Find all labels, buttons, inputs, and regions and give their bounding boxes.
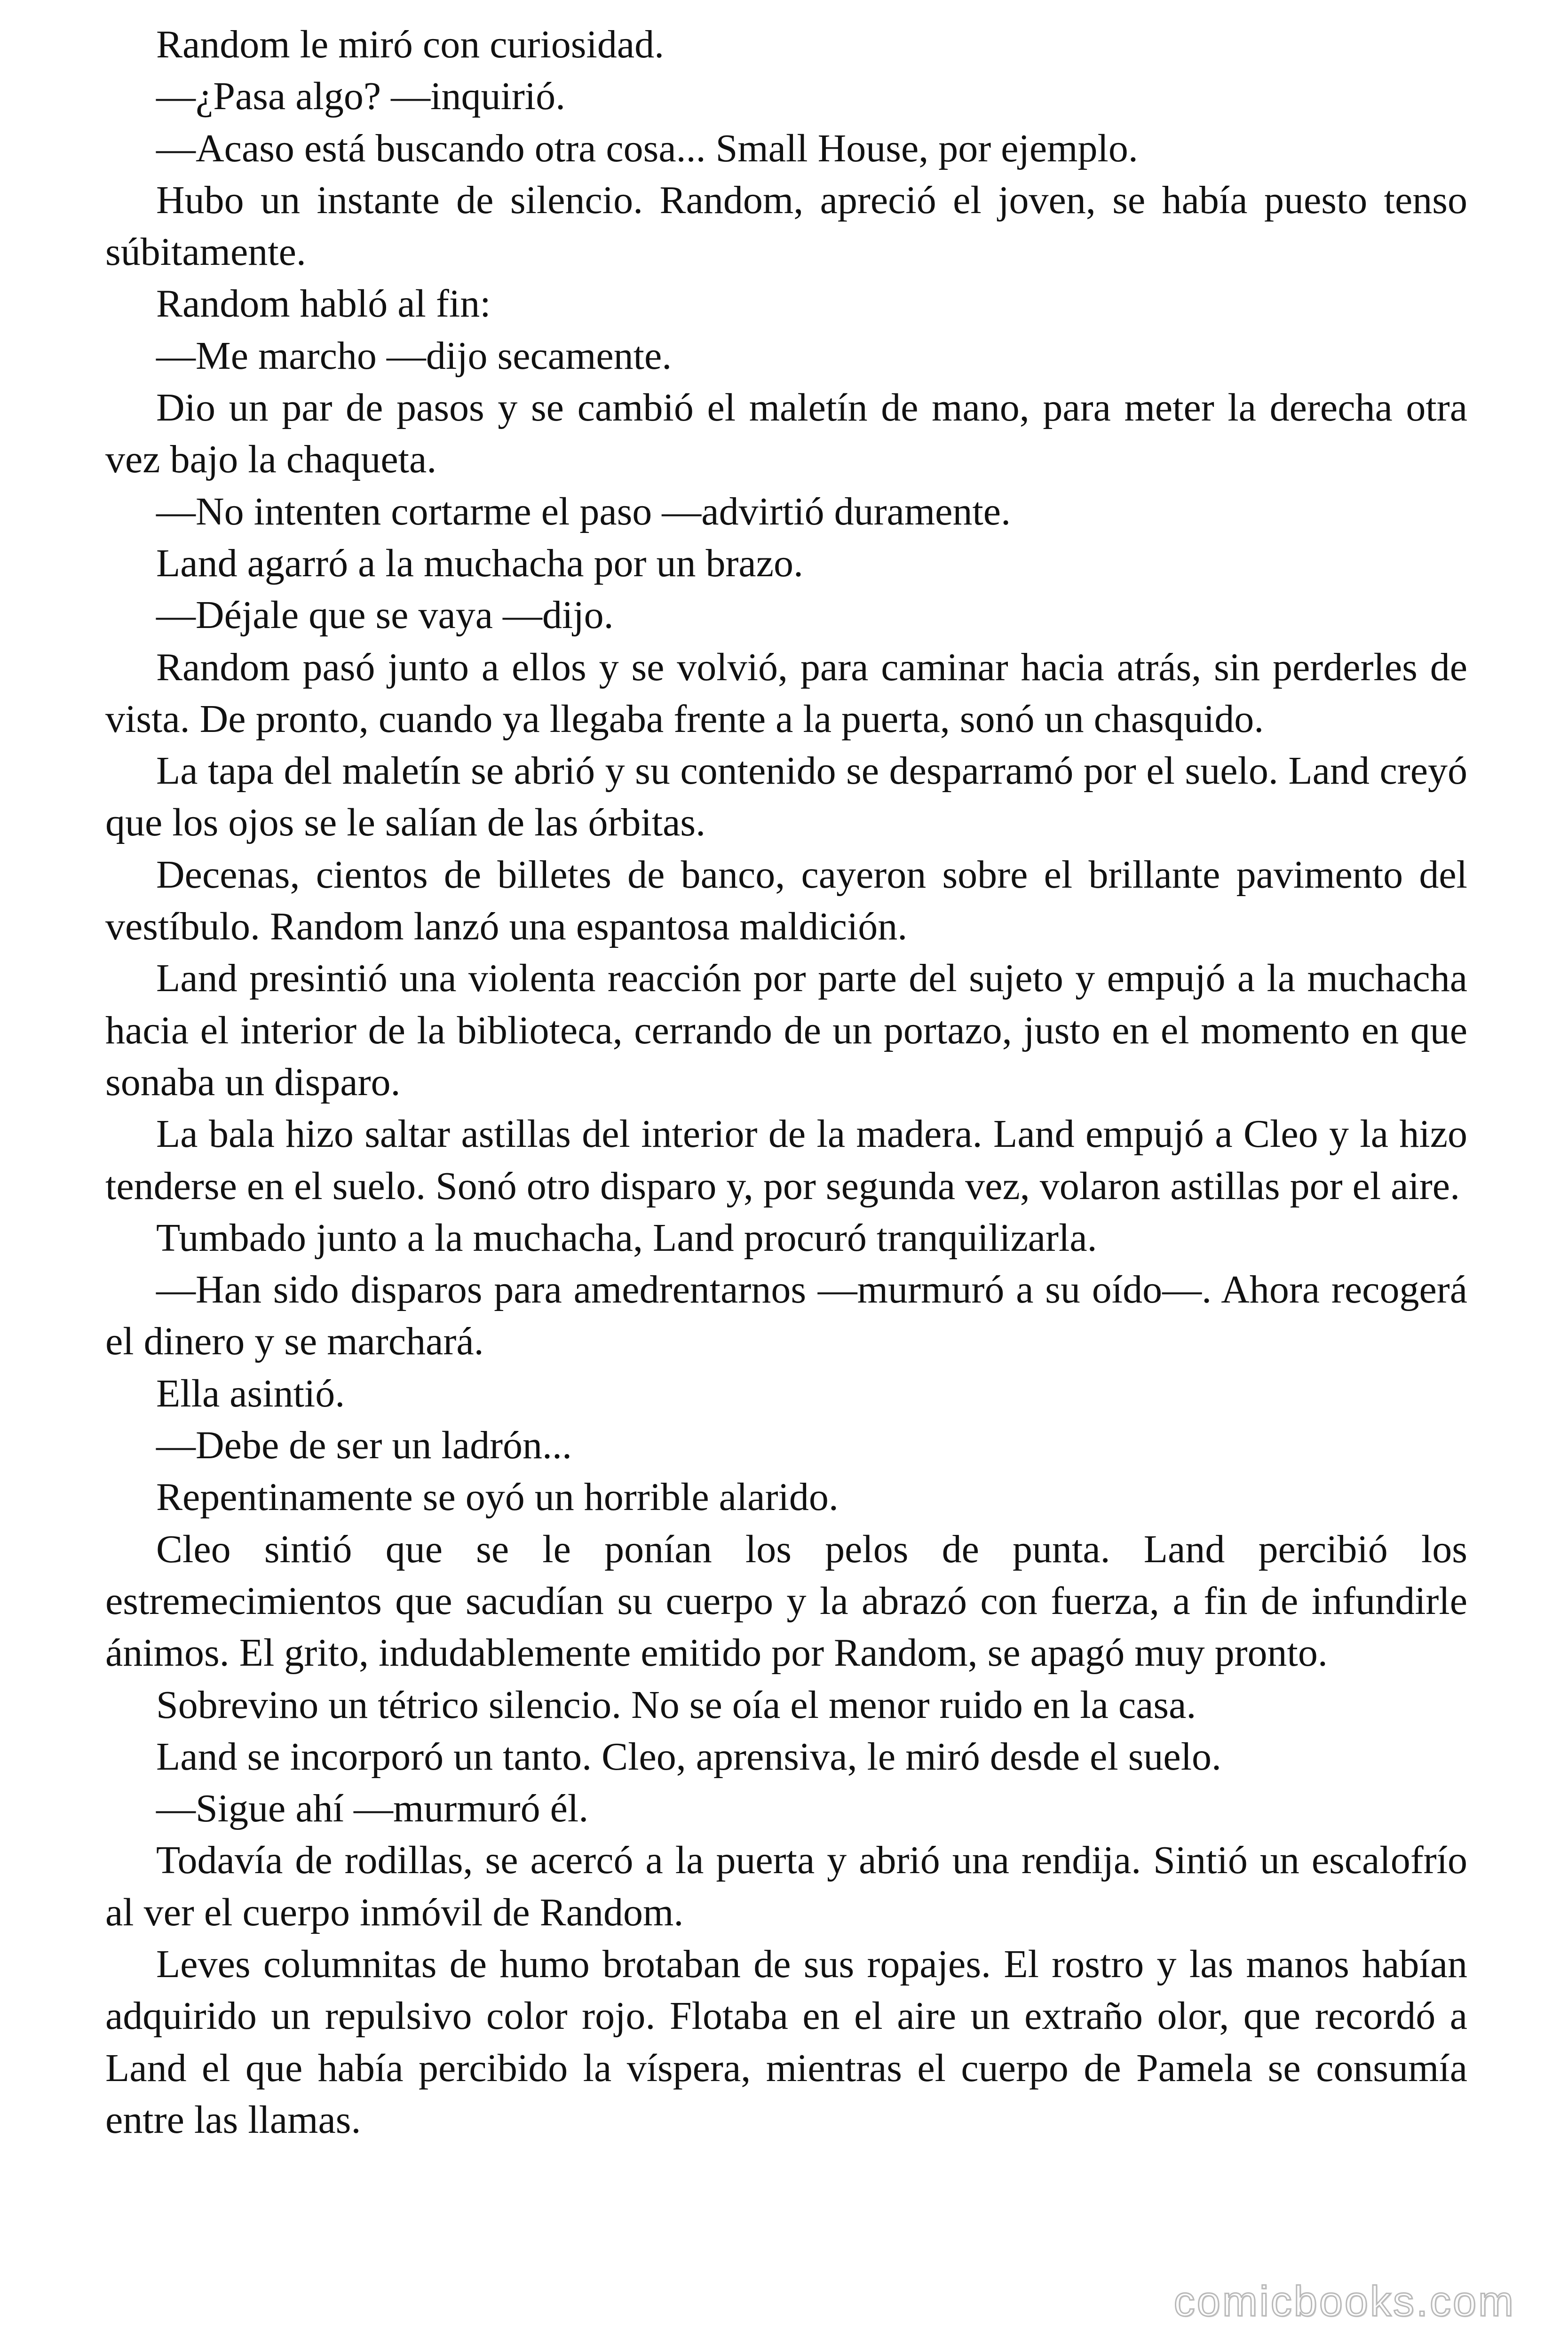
paragraph: Land se incorporó un tanto. Cleo, aprensiva, le miró desde el suelo. xyxy=(156,1734,1222,1779)
paragraph: Repentinamente se oyó un horrible alarido. xyxy=(156,1475,839,1519)
paragraph: —Acaso está buscando otra cosa... Small House, por ejemplo. xyxy=(156,126,1138,170)
paragraph: Random pasó junto a ellos y se volvió, para caminar hacia atrás, sin perderles de vista. De pronto, cuando ya llegaba frente a la puerta, sonó un chasquido. xyxy=(105,645,1467,741)
paragraph: Random le miró con curiosidad. xyxy=(156,23,665,66)
paragraph: —Me marcho —dijo secamente. xyxy=(156,334,672,378)
paragraph: La tapa del maletín se abrió y su contenido se desparramó por el suelo. Land creyó que los ojos se le salían de las órbitas. xyxy=(105,749,1467,845)
paragraph: —Déjale que se vaya —dijo. xyxy=(156,593,614,637)
watermark: comicbooks.com xyxy=(1173,2278,1515,2325)
paragraph: Cleo sintió que se le ponían los pelos de punta. Land percibió los estremecimientos que sacudían su cuerpo y la abrazó con fuerza, a fin de infundirle ánimos. El grito, indudablemente emitido por Random, se apagó muy pronto. xyxy=(105,1527,1467,1675)
paragraph: Land agarró a la muchacha por un brazo. xyxy=(156,541,803,585)
paragraph: Hubo un instante de silencio. Random, apreció el joven, se había puesto tenso súbitamente. xyxy=(105,178,1467,274)
paragraph: Ella asintió. xyxy=(156,1371,345,1415)
paragraph: La bala hizo saltar astillas del interior de la madera. Land empujó a Cleo y la hizo tenderse en el suelo. Sonó otro disparo y, por segunda vez, volaron astillas por el aire. xyxy=(105,1112,1467,1208)
paragraph: Land presintió una violenta reacción por parte del sujeto y empujó a la muchacha hacia el interior de la biblioteca, cerrando de un portazo, justo en el momento en que sonaba un disparo. xyxy=(105,956,1467,1104)
paragraph: Tumbado junto a la muchacha, Land procuró tranquilizarla. xyxy=(156,1216,1097,1260)
paragraph: Leves columnitas de humo brotaban de sus ropajes. El rostro y las manos habían adquirido un repulsivo color rojo. Flotaba en el aire un extraño olor, que recordó a Land el que había percibido la víspera, mientras el cuerpo de Pamela se consumía entre las llamas. xyxy=(105,1942,1467,2142)
body-text xyxy=(105,19,1467,2146)
paragraph: Todavía de rodillas, se acercó a la puerta y abrió una rendija. Sintió un escalofrío al ver el cuerpo inmóvil de Random. xyxy=(105,1838,1467,1934)
paragraph: —Debe de ser un ladrón... xyxy=(156,1423,572,1468)
paragraph: Dio un par de pasos y se cambió el maletín de mano, para meter la derecha otra vez bajo la chaqueta. xyxy=(105,386,1467,482)
paragraph: —¿Pasa algo? —inquirió. xyxy=(156,74,566,119)
paragraph: Decenas, cientos de billetes de banco, cayeron sobre el brillante pavimento del vestíbulo. Random lanzó una espantosa maldición. xyxy=(105,852,1467,949)
paragraph: —Sigue ahí —murmuró él. xyxy=(156,1787,589,1831)
paragraph: —No intenten cortarme el paso —advirtió duramente. xyxy=(156,489,1011,533)
paragraph: —Han sido disparos para amedrentarnos —murmuró a su oído—. Ahora recogerá el dinero y se marchará. xyxy=(105,1268,1467,1364)
paragraph: Random habló al fin: xyxy=(156,282,491,326)
paragraph: Sobrevino un tétrico silencio. No se oía el menor ruido en la casa. xyxy=(156,1683,1196,1727)
